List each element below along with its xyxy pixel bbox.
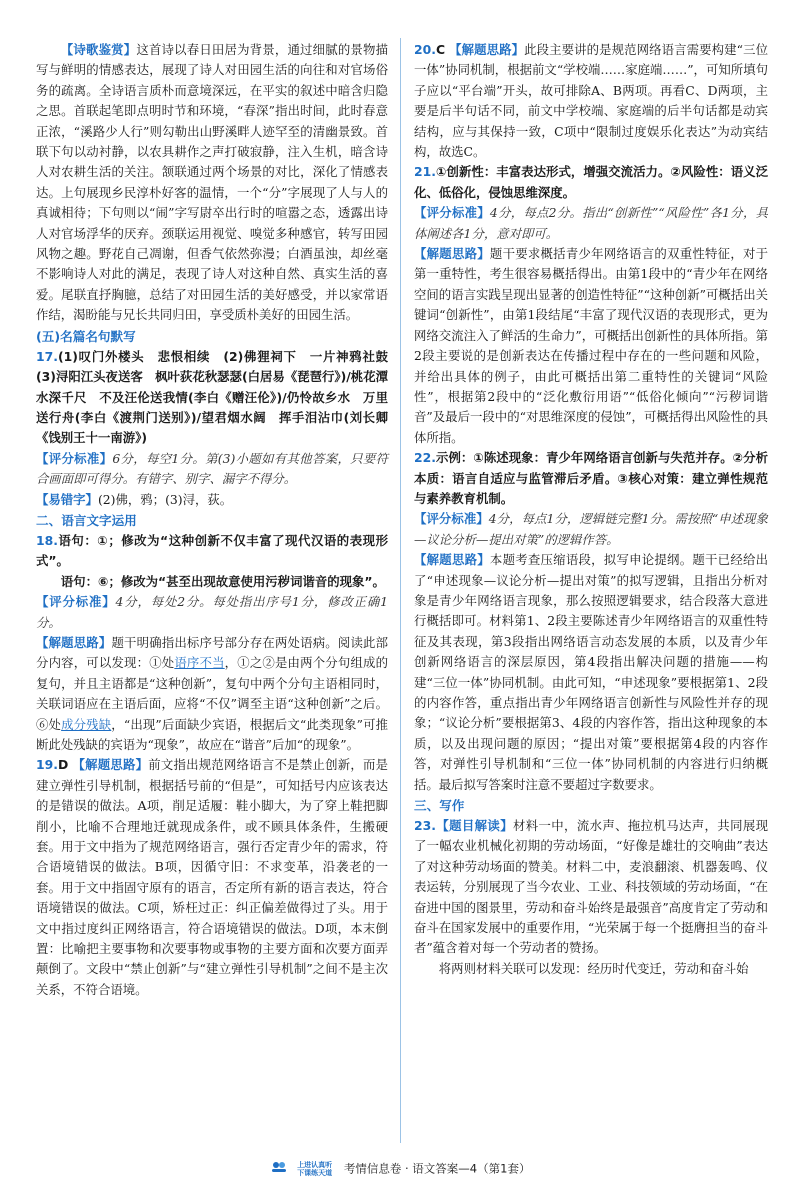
q19-answer: D <box>57 757 69 773</box>
q18-standard-text: 4分，每处2分。每处指出序号1分，修改正确1分。 <box>36 594 388 630</box>
q23-text-1: 材料一中，流水声、拖拉机马达声，共同展现了一幅农业机械化初期的劳动场面，“好像是雄壮的交响曲”表达了对这种劳动场面的赞美。材料二中，麦浪翻滚、机器轰鸣、仪表运转，分别展现了当今农业、工业、科技领域的劳动场面，“在奋进中国的图景里，劳动和奋斗始终是最强音”高度肯定了劳动和奋斗在国家发展中的重要作用，“光荣属于每一个挺膺担当的奋斗者”蕴含着对每一个劳动者的赞扬。 <box>414 818 769 956</box>
page-footer <box>0 1160 800 1182</box>
section-3-heading: 三、写作 <box>414 798 465 814</box>
q17-standard-text: 6分，每空1分。第(3)小题如有其他答案，只要符合画面即可得分。有错字、别字、漏字不得分。 <box>36 450 388 487</box>
q21-thinking-text: 题干要求概括青少年网络语言的双重性特征，对于第一重特性，考生很容易概括得出。由第1段中的“青少年在网络空间的语言实践呈现出显著的创造性特征”“这种创新”可概括出关键词“创新性”，由第1段结尾“丰富了现代汉语的表现形式，更为网络交流注入了鲜活的生命力”，可概括出创新性的具体所指。第2段主要说的是创新表达在传播过程中存在的一些问题和风险，并给出具体的例子，由此可概括出第二重特性的关键词“风险性”，根据第2段中的“泛化敷衍用语”“低俗化倾向”“污秽词谐音”及最后一段中的“对思维深度的侵蚀”，可概括得出风险性的具体所指。 <box>414 246 769 445</box>
q18-keyword-missing-component: 成分残缺 <box>61 716 112 732</box>
q19-block <box>36 755 388 1000</box>
q22-answer <box>414 448 768 509</box>
brand-bottom: 下课练天道 <box>297 1168 333 1177</box>
column-divider <box>400 38 401 1143</box>
q21-standard-text: 4分，每点2分。指出“创新性”“风险性”各1分，具体阐述各1分，意对即可。 <box>414 205 768 241</box>
brand-top: 上进认真听 <box>297 1160 333 1169</box>
q20-block <box>414 40 768 162</box>
q21-number: 21. <box>414 164 436 180</box>
q18-thinking <box>36 633 388 755</box>
q18-answer-2 <box>36 572 388 592</box>
left-column <box>36 40 401 1000</box>
q23-interpretation <box>414 816 768 959</box>
q17-error-tag: 【易错字】 <box>36 491 98 507</box>
q18-thinking-b: ，①之②是由两个分句组成的复句，并且主语都是“这种创新”，复句中两个分句主语相同时，关联词语应在主语后面，应将“不仅”调至主语“这种创新”之后。⑥处 <box>36 655 388 732</box>
q18-standard <box>36 592 388 633</box>
poem-text: 这首诗以春日田居为背景，通过细腻的景物描写与鲜明的情感表达，展现了诗人对田园生活的向往和对官场俗务的疏离。全诗语言质朴而意境深远，在平实的叙述中暗含归隐之思。首联起笔即点明时节和环境，“春深”指出时间，此时春意正浓，“溪路少人行”则勾勒出山野溪畔人迹罕至的清幽景致。首联下句以动衬静，以农具耕作之声打破寂静，注入生机，暗含诗人对农耕生活的关注。颔联通过两个场景的对比，深化了情感表达。上句展现乡民淳朴好客的温情，一个“分”字展现了人与人的真诚相待；下句则以“闹”字写尉卒出行时的喧嚣之态，透露出诗人对官场浮华的厌弃。颈联运用视觉、嗅觉多种感官，转写田园风物之趣。野花自己凋谢，但香气依然弥漫；白酒虽浊，却丝毫不影响诗人对此的满足，表现了诗人对这种自然、真实生活的喜爱。尾联直抒胸臆，总结了对田园生活的美好感受，并以家常语作结，渴盼能与兄长共同归田，享受质朴美好的田园生活。 <box>36 42 389 323</box>
q20-thinking-tag: 【解题思路】 <box>449 42 525 57</box>
right-column <box>414 40 768 979</box>
q20-thinking: 此段主要讲的是规范网络语言需要构建“三位一体”协同机制，根据前文“学校端……家庭端……”，可知所填句子应以“平台端”开头，故可排除A、B两项。再看C、D两项，主要是后半句话不同，前文中学校端、家庭端的后半句话都是动宾结构，应与其保持一致，C项中“限制过度娱乐化表达”为动宾结构，故选C。 <box>414 42 768 160</box>
q19-number: 19. <box>36 757 58 773</box>
q18-answer-1-text: 语句：①；修改为“这种创新不仅丰富了现代汉语的表现形式”。 <box>36 532 388 569</box>
q22-standard-text: 4分，每点1分，逻辑链完整1分。需按照“申述现象—议论分析—提出对策”的逻辑作答。 <box>414 511 769 547</box>
q18-answer-1 <box>36 531 388 572</box>
q18-answer-2-text: 语句：⑥；修改为“甚至出现故意使用污秽词谐音的现象”。 <box>60 573 385 589</box>
footer-text: 考情信息卷 · 语文答案—4（第1套） <box>343 1161 531 1176</box>
q20-answer: C <box>435 42 446 57</box>
section-5-heading: (五)名篇名句默写 <box>36 328 136 344</box>
q22-thinking-tag: 【解题思路】 <box>414 552 490 568</box>
q19-thinking: 前文指出规范网络语言不是禁止创新，而是建立弹性引导机制，根据括号前的“但是”，可知括号内应该表达的是错误的做法。A项，削足适履：鞋小脚大，为了穿上鞋把脚削小，比喻不合理地迁就现成条件，或不顾具体条件，生搬硬套。用于文中指为了规范网络语言，强行否定青少年的需求，符合语境错误的做法。B项，因循守旧：不求变革，沿袭老的一套。用于文中指固守原有的语言，否定所有新的语言表达，符合语境错误的做法。C项，矫枉过正：纠正偏差做得过了头。用于文中指过度纠正网络语言，符合语境错误的做法。D项，本末倒置：比喻把主要事物和次要事物或事物的主要方面和次要方面弄颠倒了。文段中“禁止创新”与“建立弹性引导机制”之间不是主次关系，不符合语境。 <box>36 757 388 997</box>
q21-standard <box>414 203 768 244</box>
q23-tag: 【题目解读】 <box>435 818 513 834</box>
q17-error-text: (2)佛，鸦；(3)浔，荻。 <box>97 491 233 507</box>
q20-number: 20. <box>414 42 436 57</box>
q22-standard <box>414 509 768 550</box>
q18-standard-tag: 【评分标准】 <box>36 594 116 610</box>
section-2-heading: 二、语言文字运用 <box>36 512 137 528</box>
q17-answer <box>36 347 401 449</box>
q21-answer <box>414 162 768 203</box>
q18-thinking-a: 题干明确指出标序号部分存在两处语病。阅读此部分内容，可以发现：①处 <box>36 634 388 671</box>
poem-tag: 【诗歌鉴赏】 <box>60 42 137 57</box>
q21-thinking-tag: 【解题思路】 <box>414 246 490 262</box>
q18-thinking-c: ，“出现”后面缺少宾语，根据后文“此类现象”可推断此处残缺的宾语为“现象”，故应在“谐音”后加“的现象”。 <box>36 716 389 752</box>
q17-answer-text: (1)叹门外楼头 悲恨相续 (2)佛狸祠下 一片神鸦社鼓 (3)浔阳江头夜送客 枫叶荻花秋瑟瑟(白居易《琵琶行》)/桃花潭水深千尺 不及汪伦送我情(李白《赠汪伦》)/仍怜故乡水 万里送行舟(李白《渡荆门送别》)/望君烟水阔 挥手泪沾巾(刘长卿《饯别王十一南游》) <box>36 348 401 446</box>
q22-answer-text: 示例：①陈述现象：青少年网络语言创新与失范并存。②分析本质：语言自适应与监管滞后矛盾。③核心对策：建立弹性规范与素养教育机制。 <box>414 450 768 506</box>
q19-thinking-tag: 【解题思路】 <box>72 757 149 773</box>
q21-answer-text: ①创新性：丰富表达形式，增强交流活力。②风险性：语义泛化、低俗化，侵蚀思维深度。 <box>414 164 768 200</box>
q17-standard <box>36 449 388 490</box>
q23-continuation: 将两则材料关联可以发现：经历时代变迁，劳动和奋斗始 <box>438 960 749 976</box>
poem-appreciation <box>36 40 388 326</box>
brand-name <box>297 1161 332 1177</box>
q18-number: 18. <box>36 532 58 548</box>
q23-number: 23. <box>414 818 436 834</box>
q17-error-words <box>36 490 388 510</box>
q18-thinking-tag: 【解题思路】 <box>36 634 112 650</box>
q22-number: 22. <box>414 450 436 466</box>
q17-number: 17. <box>36 348 58 364</box>
q21-standard-tag: 【评分标准】 <box>414 205 490 221</box>
q22-thinking-text: 本题考查压缩语段，拟写申论提纲。题干已经给出了“申述现象—议论分析—提出对策”的拟写逻辑，且指出分析对象是青少年网络语言现象，那么按照逻辑要求，结合段落大意进行概括即可。材料第1、2段主要陈述青少年网络语言的双重性特征及其表现，第3段指出网络语言动态发展的本质，以及青少年创新网络语言的深层原因，第4段指出解决问题的措施——构建“三位一体”协同机制。由此可知，“申述现象”要根据第1、2段的内容作答，重点指出青少年网络语言创新性与风险性并存的现象；“议论分析”要根据第3、4段的内容作答，指出这种现象的本质，以及出现问题的原因；“提出对策”要根据第4段的内容作答，对弹性引导机制和“三位一体”协同机制的内容进行归纳概括。最后拟写答案时注意不要超过字数要求。 <box>414 552 769 792</box>
q22-standard-tag: 【评分标准】 <box>414 511 489 527</box>
q21-thinking <box>414 244 768 448</box>
q18-keyword-word-order: 语序不当 <box>174 655 225 671</box>
q17-standard-tag: 【评分标准】 <box>36 450 113 466</box>
brand-logo-icon <box>270 1160 288 1177</box>
q22-thinking <box>414 550 768 795</box>
